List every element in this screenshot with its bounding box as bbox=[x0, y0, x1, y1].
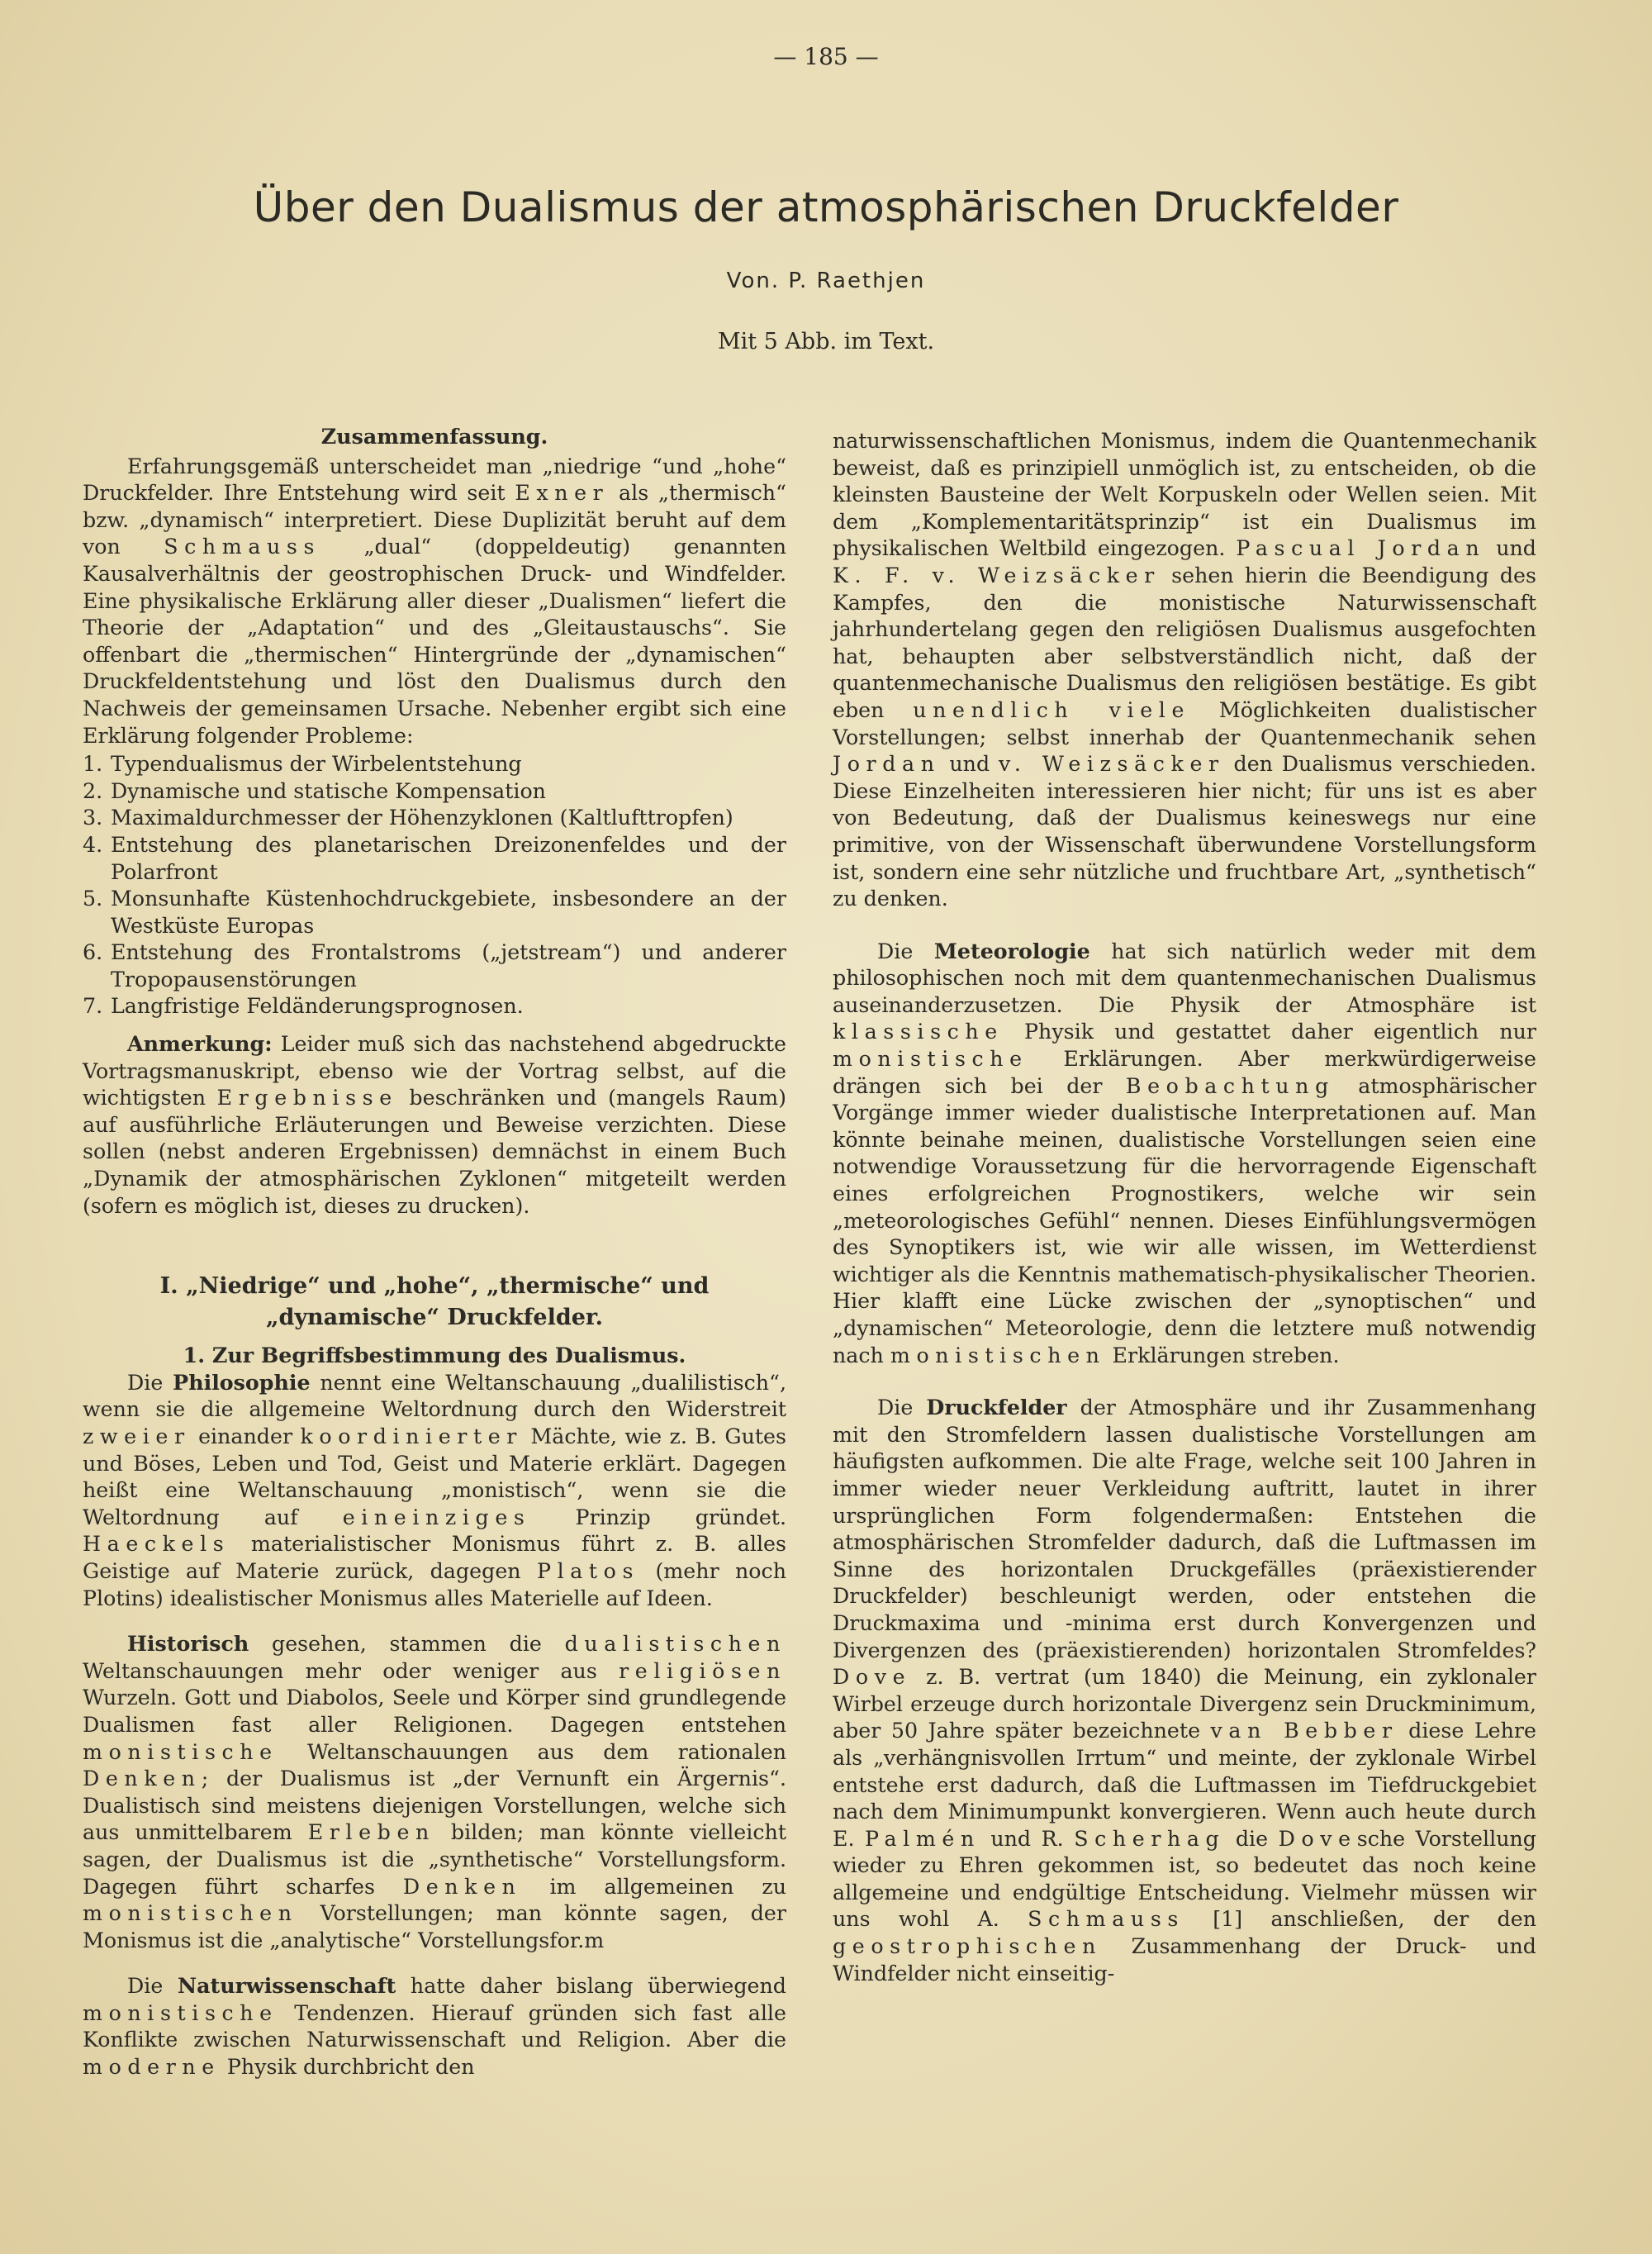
list-item: 7. Langfristige Feldänderungsprognosen. bbox=[83, 994, 524, 1019]
list-item: 6. Entstehung des Frontalstroms („jetstream“) und anderer Tropopausenstörungen bbox=[83, 940, 786, 991]
problems-list bbox=[83, 751, 786, 1020]
note-paragraph: Anmerkung: Leider muß sich das nachstehend abgedruckte Vortragsmanuskript, ebenso wie der Vortrag selbst, auf die wichtigsten Ergebnisse beschränken und (mangels Raum) auf ausführliche Erläuterungen und Beweise verzichten. Diese sollen (nebst anderen Ergebnissen) demnächst in einem Buch „Dynamik der atmosphärischen Zyklonen“ mitgeteilt werden (sofern es möglich ist, dieses zu drucken). bbox=[83, 1031, 786, 1218]
figures-note: Mit 5 Abb. im Text. bbox=[717, 329, 935, 354]
subsection-heading: 1. Zur Begriffsbestimmung des Dualismus. bbox=[183, 1343, 686, 1368]
list-item: 1. Typendualismus der Wirbelentstehung bbox=[83, 752, 522, 777]
pressure-fields-paragraph: Die Druckfelder der Atmosphäre und ihr Zusammenhang mit den Stromfeldern lassen dualistische Vorstellungen am häufigsten aufkommen. Die alte Frage, welche seit 100 Jahren in immer wieder neuer Verkleidung auftritt, lautet in ihrer ursprünglichen Form folgendermaßen: Entstehen die atmosphärischen Stromfelder dadurch, daß die Luftmassen im Sinne des horizontalen Druckgefälles (präexistierender Druckfelder) beschleunigt werden, oder entstehen die Druckmaxima und -minima erst durch Konvergenzen und Divergenzen des (präexistierenden) horizontalen Stromfeldes? Dove z. B. vertrat (um 1840) die Meinung, ein zyklonaler Wirbel erzeuge durch horizontale Divergenz sein Druckminimum, aber 50 Jahre später bezeichnete van Bebber diese Lehre als „verhängnisvollen Irrtum“ und meinte, der zyklonale Wirbel entstehe erst dadurch, daß die Luftmassen im Tiefdruckgebiet nach dem Minimumpunkt konvergieren. Wenn auch heute durch E. Palmén und R. Scherhag die Dovesche Vorstellung wieder zu Ehren gekommen ist, so bedeutet das noch keine allgemeine und endgültige Entscheidung. Vielmehr müssen wir uns wohl A. Schmauss [1] anschließen, der den geostrophischen Zusammenhang der Druck- und Windfelder nicht einseitig- bbox=[833, 1395, 1536, 1985]
list-item: 4. Entstehung des planetarischen Dreizonenfeldes und der Polarfront bbox=[83, 832, 786, 884]
list-item: 5. Monsunhafte Küstenhochdruckgebiete, insbesondere an der Westküste Europas bbox=[83, 887, 786, 938]
list-item: 2. Dynamische und statische Kompensation bbox=[83, 778, 546, 803]
author-line: Von. P. Raethjen bbox=[726, 269, 926, 293]
philosophy-paragraph: Die Philosophie nennt eine Weltanschauung „dualilistisch“, wenn sie die allgemeine Weltordnung durch den Widerstreit zweier einander koordinierter Mächte, wie z. B. Gutes und Böses, Leben und Tod, Geist und Materie erklärt. Dagegen heißt eine Weltanschauung „monistisch“, wenn sie die Weltordnung auf eineinziges Prinzip gründet. Haeckels materialistischer Monismus führt z. B. alles Geistige auf Materie zurück, dagegen Platos (mehr noch Plotins) idealistischer Monismus alles Materielle auf Ideen. bbox=[83, 1369, 787, 1610]
historical-paragraph: Historisch gesehen, stammen die dualistischen Weltanschauungen mehr oder weniger aus religiösen Wurzeln. Gott und Diabolos, Seele und Körper sind grundlegende Dualismen fast aller Religionen. Dagegen entstehen monistische Weltanschauungen aus dem rationalen Denken; der Dualismus ist „der Vernunft ein Ärgernis“. Dualistisch sind meistens diejenigen Vorstellungen, welche sich aus unmittelbarem Erleben bilden; man könnte vielleicht sagen, der Dualismus ist die „synthetische“ Vorstellungsform. Dagegen führt scharfes Denken im allgemeinen zu monistischen Vorstellungen; man könnte sagen, der Monismus ist die „analytische“ Vorstellungsfor.m bbox=[83, 1631, 787, 1952]
article-title: Über den Dualismus der atmosphärischen Druckfelder bbox=[253, 183, 1399, 231]
right-column bbox=[833, 428, 1536, 1987]
list-item: 3. Maximaldurchmesser der Höhenzyklonen (Kaltlufttropfen) bbox=[83, 806, 733, 830]
summary-paragraph: Erfahrungsgemäß unterscheidet man „niedrige “und „hohe“ Druckfelder. Ihre Entstehung wird seit Exner als „thermisch“ bzw. „dynamisch“ interpretiert. Diese Duplizität beruht auf dem von Schmauss „dual“ (doppeldeutig) genannten Kausalverhältnis der geostrophischen Druck- und Windfelder. Eine physikalische Erklärung aller dieser „Dualismen“ liefert die Theorie der „Adaptation“ und des „Gleitaustauschs“. Sie offenbart die „thermischen“ Hintergründe der „dynamischen“ Druckfeldentstehung und löst den Dualismus durch den Nachweis der gemeinsamen Ursache. Nebenher ergibt sich eine Erklärung folgender Probleme: bbox=[83, 454, 787, 748]
left-column bbox=[83, 423, 786, 2081]
page-number: — 185 — bbox=[773, 43, 879, 70]
science-paragraph: Die Naturwissenschaft hatte daher bislang überwiegend monistische Tendenzen. Hierauf gründen sich fast alle Konflikte zwischen Naturwissenschaft und Religion. Aber die moderne Physik durchbricht den bbox=[83, 1973, 787, 2080]
continuation-paragraph: naturwissenschaftlichen Monismus, indem die Quantenmechanik beweist, daß es prinzipiell unmöglich ist, zu entscheiden, ob die kleinsten Bausteine der Welt Korpuskeln oder Wellen seien. Mit dem „Komplementaritätsprinzip“ ist ein Dualismus im physikalischen Weltbild eingezogen. Pascual Jordan und K. F. v. Weizsäcker sehen hierin die Beendigung des Kampfes, den die monistische Naturwissenschaft jahrhundertelang gegen den religiösen Dualismus ausgefochten hat, behaupten aber selbstverständlich nicht, daß der quantenmechanische Dualismus den religiösen bestätige. Es gibt eben unendlich viele Möglichkeiten dualistischer Vorstellungen; selbst innerhab der Quantenmechanik sehen Jordan und v. Weizsäcker den Dualismus verschieden. Diese Einzelheiten interessieren hier nicht; für uns ist es aber von Bedeutung, daß der Dualismus keineswegs nur eine primitive, von der Wissenschaft überwundene Vorstellungsform ist, sondern eine sehr nützliche und fruchtbare Art, „synthetisch“ zu denken. bbox=[833, 429, 1537, 911]
meteorology-paragraph: Die Meteorologie hat sich natürlich weder mit dem philosophischen noch mit dem quantenmechanischen Dualismus auseinanderzusetzen. Die Physik der Atmosphäre ist klassische Physik und gestattet daher eigentlich nur monistische Erklärungen. Aber merkwürdigerweise drängen sich bei der Beobachtung atmosphärischer Vorgänge immer wieder dualistische Interpretationen auf. Man könnte beinahe meinen, dualistische Vorstellungen seien eine notwendige Voraussetzung für die hervorragende Eigenschaft eines erfolgreichen Prognostikers, welche wir sein „meteorologisches Gefühl“ nennen. Dieses Einfühlungsvermögen des Synoptikers ist, wie wir alle wissen, im Wetterdienst wichtiger als die Kenntnis mathematisch-physikalischer Theorien. Hier klafft eine Lücke zwischen der „synoptischen“ und „dynamischen“ Meteorologie, denn die letztere muß notwendig nach monistischen Erklärungen streben. bbox=[833, 938, 1536, 1367]
summary-heading: Zusammenfassung. bbox=[320, 424, 548, 449]
section-heading: I. „Niedrige“ und „hohe“, „thermische“ und „dynamische“ Druckfelder. bbox=[159, 1273, 710, 1331]
